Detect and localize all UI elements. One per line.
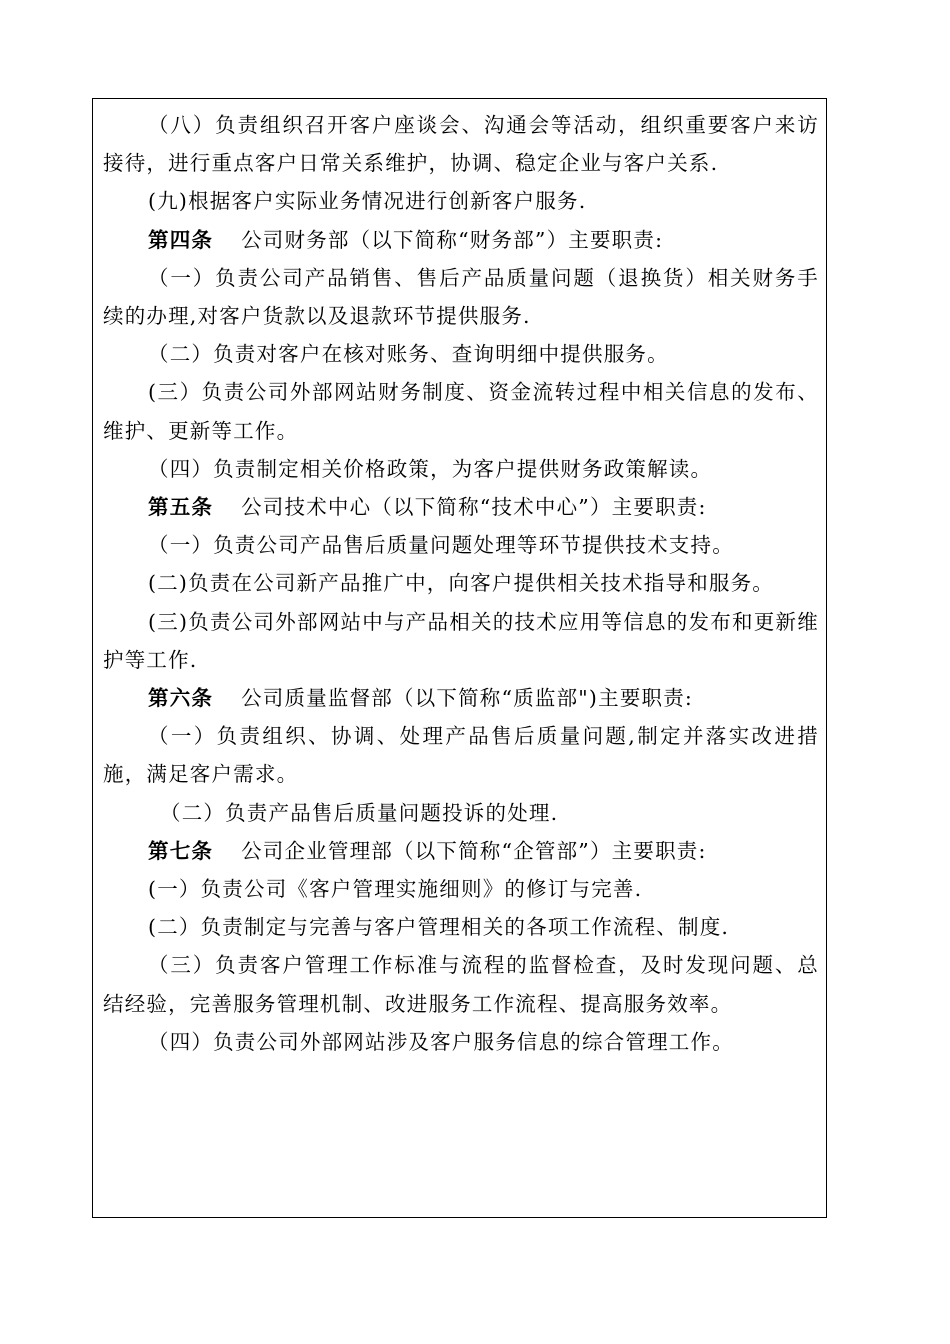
paragraph-article-7-item-2: (二）负责制定与完善与客户管理相关的各项工作流程、制度. bbox=[148, 915, 730, 940]
paragraph-article-6-item-1: （一）负责组织、协调、处理产品售后质量问题,制定并落实改进措施，满足客户需求。 bbox=[103, 724, 819, 787]
paragraph-article-6-item-2: （二）负责产品售后质量问题投诉的处理. bbox=[160, 800, 559, 825]
article-label: 第六条 bbox=[148, 686, 214, 711]
paragraph-article-7-item-3: （三）负责客户管理工作标准与流程的监督检查，及时发现问题、总结经验，完善服务管理机制、改进服务工作流程、提高服务效率。 bbox=[103, 953, 819, 1016]
paragraph-item-9: (九)根据客户实际业务情况进行创新客户服务. bbox=[148, 189, 587, 214]
paragraph-article-5-item-2: (二)负责在公司新产品推广中，向客户提供相关技术指导和服务。 bbox=[148, 571, 774, 596]
article-label: 第七条 bbox=[148, 838, 214, 863]
paragraph-item-8: （八）负责组织召开客户座谈会、沟通会等活动，组织重要客户来访接待，进行重点客户日常关系维护，协调、稳定企业与客户关系. bbox=[103, 113, 819, 176]
paragraph-article-4-item-1: （一）负责公司产品销售、售后产品质量问题（退换货）相关财务手续的办理,对客户货款以及退款环节提供服务. bbox=[103, 265, 819, 329]
article-label: 第四条 bbox=[148, 227, 214, 252]
article-5-heading: 第五条 公司技术中心（以下简称“技术中心”）主要职责: bbox=[148, 495, 707, 520]
paragraph-article-4-item-2: （二）负责对客户在核对账务、查询明细中提供服务。 bbox=[148, 342, 669, 367]
paragraph-article-4-item-4: （四）负责制定相关价格政策，为客户提供财务政策解读。 bbox=[148, 456, 713, 481]
article-label: 第五条 bbox=[148, 495, 214, 520]
document-body bbox=[103, 106, 819, 1061]
paragraph-article-5-item-3: (三)负责公司外部网站中与产品相关的技术应用等信息的发布和更新维护等工作. bbox=[103, 609, 819, 672]
article-6-heading: 第六条 公司质量监督部（以下简称“质监部")主要职责: bbox=[148, 686, 694, 711]
article-7-heading: 第七条 公司企业管理部（以下简称“企管部”）主要职责: bbox=[148, 838, 707, 863]
article-4-heading: 第四条 公司财务部（以下简称“财务部”）主要职责: bbox=[148, 227, 664, 252]
paragraph-article-5-item-1: （一）负责公司产品售后质量问题处理等环节提供技术支持。 bbox=[148, 533, 734, 558]
paragraph-article-7-item-1: (一）负责公司《客户管理实施细则》的修订与完善. bbox=[148, 877, 643, 902]
paragraph-article-4-item-3: (三）负责公司外部网站财务制度、资金流转过程中相关信息的发布、维护、更新等工作。 bbox=[103, 380, 819, 443]
paragraph-article-7-item-4: （四）负责公司外部网站涉及客户服务信息的综合管理工作。 bbox=[148, 1029, 734, 1054]
